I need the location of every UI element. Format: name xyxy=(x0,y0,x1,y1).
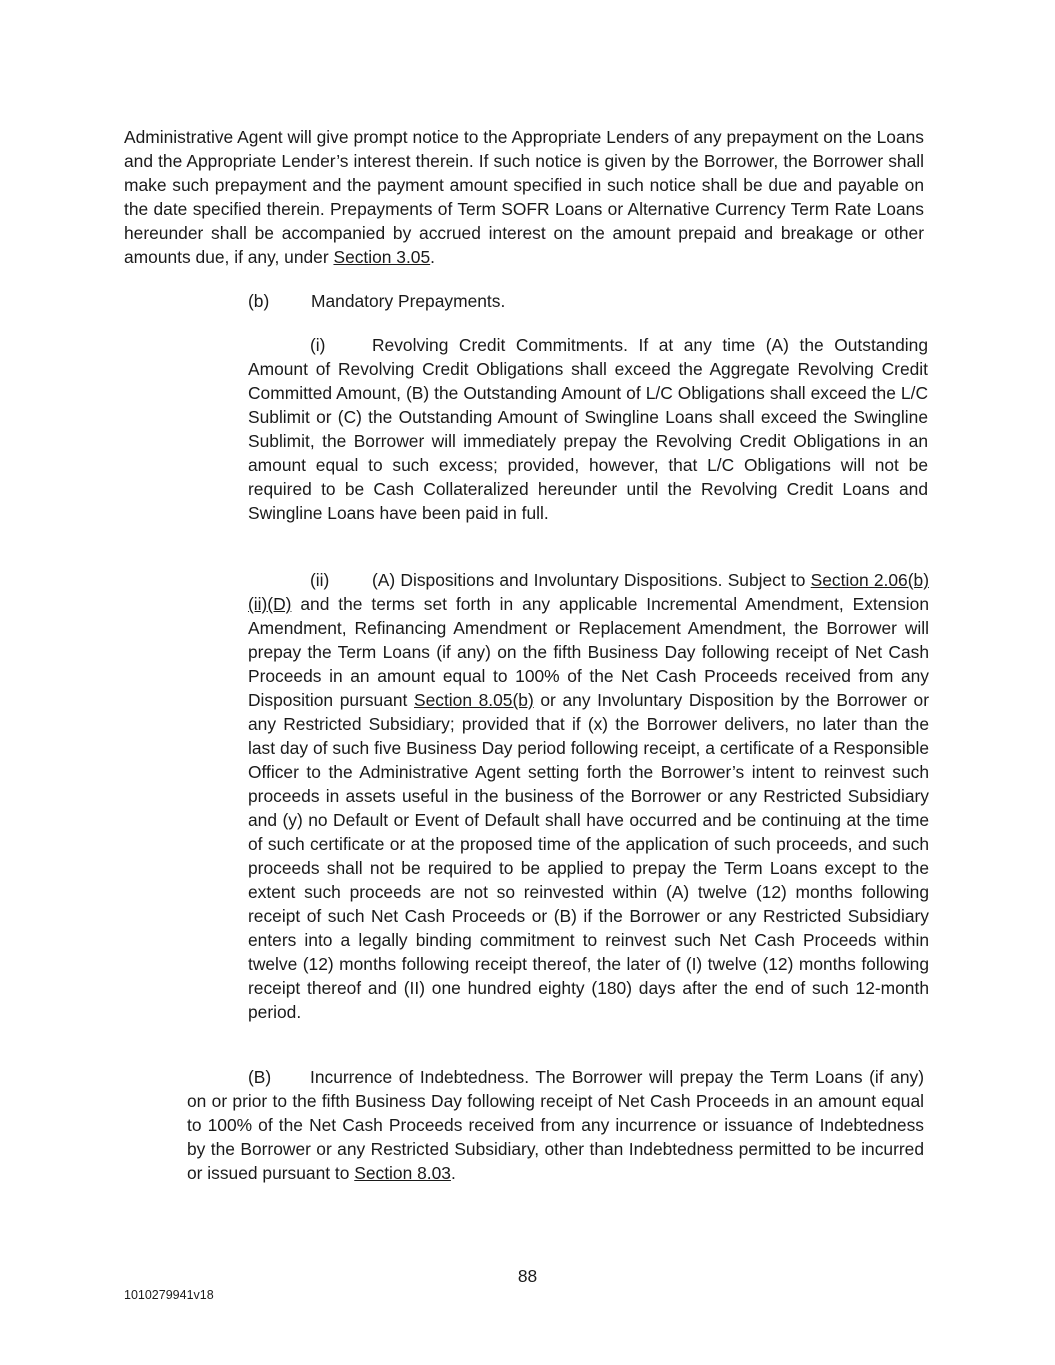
clause-label: (B) xyxy=(248,1067,272,1087)
subsection-title: Mandatory Prepayments. xyxy=(311,291,506,311)
clause-text: Revolving Credit Commitments. If at any time (A) the Outstanding Amount of Revolving Credit Obligations shall exceed the Aggregate Revolving Credit Committed Amount, (B) the Outstanding Amount of L/C Obligations shall exceed the L/C Sublimit or (C) the Outstanding Amount of Swingline Loans shall exceed the Swingline Sublimit, the Borrower will immediately prepay the Revolving Credit Obligations in an amount equal to such excess; provided, however, that L/C Obligations will not be required to be Cash Collateralized hereunder until the Revolving Credit Loans and Swingline Loans have been paid in full. xyxy=(248,335,928,523)
clause-text-end: or any Involuntary Disposition by the Borrower or any Restricted Subsidiary; provided that if (x) the Borrower delivers, no later than the last day of such five Business Day period following receipt, a certificate of a Responsible Officer to the Administrative Agent setting forth the Borrower’s intent to reinvest such proceeds in assets useful in the business of the Borrower or any Restricted Subsidiary and (y) no Default or Event of Default shall have occurred and be continuing at the time of such certificate or at the proposed time of the application of such proceeds, and such proceeds shall not be required to be applied to prepay the Term Loans except to the extent such proceeds are not so reinvested within (A) twelve (12) months following receipt of such Net Cash Proceeds or (B) if the Borrower or any Restricted Subsidiary enters into a legally binding commitment to reinvest such Net Cash Proceeds within twelve (12) months following receipt thereof, the later of (I) twelve (12) months following receipt thereof and (II) one hundred eighty (180) days after the end of such 12-month period. xyxy=(248,690,929,1022)
page-number: 88 xyxy=(517,1266,538,1286)
clause-text: (A) Dispositions and Involuntary Dispositions. Subject to xyxy=(372,570,811,590)
paragraph-text: Administrative Agent will give prompt notice to the Appropriate Lenders of any prepayment on the Loans and the Appropriate Lender’s interest therein. If such notice is given by the Borrower, the Borrower shall make such prepayment and the payment amount specified in such notice shall be due and payable on the date specified therein. Prepayments of Term SOFR Loans or Alternative Currency Term Rate Loans hereunder shall be accompanied by accrued interest on the amount prepaid and breakage or other amounts due, if any, under xyxy=(124,127,924,267)
clause-label: (ii) xyxy=(310,570,330,590)
section-reference: Section 2.06(b)(ii)(D) xyxy=(248,570,929,614)
clause-text: Incurrence of Indebtedness. The Borrower will prepay the Term Loans (if any) on or prior to the fifth Business Day following receipt of Net Cash Proceeds in an amount equal to 100% of the Net Cash Proceeds received from any incurrence or issuance of Indebtedness by the Borrower or any Restricted Subsidiary, other than Indebtedness permitted to be incurred or issued pursuant to xyxy=(187,1067,924,1183)
paragraph-text-end: . xyxy=(430,247,435,267)
subsection-label: (b) xyxy=(248,291,270,311)
document-id: 1010279941v18 xyxy=(124,1288,214,1302)
clause-B-indebtedness xyxy=(187,1065,924,1185)
paragraph-prepayment-notice xyxy=(124,125,924,269)
clause-text-end: . xyxy=(450,1163,456,1183)
clause-label: (i) xyxy=(310,335,326,355)
clause-ii-dispositions xyxy=(248,568,929,1024)
subsection-b-heading xyxy=(248,289,924,313)
clause-i-revolving-credit xyxy=(248,333,928,525)
section-reference: Section 8.03 xyxy=(354,1163,451,1183)
section-reference: Section 3.05 xyxy=(333,247,431,267)
clause-text-middle: and the terms set forth in any applicable Incremental Amendment, Extension Amendment, Refinancing Amendment or Replacement Amendment, the Borrower will prepay the Term Loans (if any) on the fifth Business Day following receipt of Net Cash Proceeds in an amount equal to 100% of the Net Cash Proceeds received from any Disposition pursuant xyxy=(248,594,929,710)
section-reference: Section 8.05(b) xyxy=(414,690,534,710)
